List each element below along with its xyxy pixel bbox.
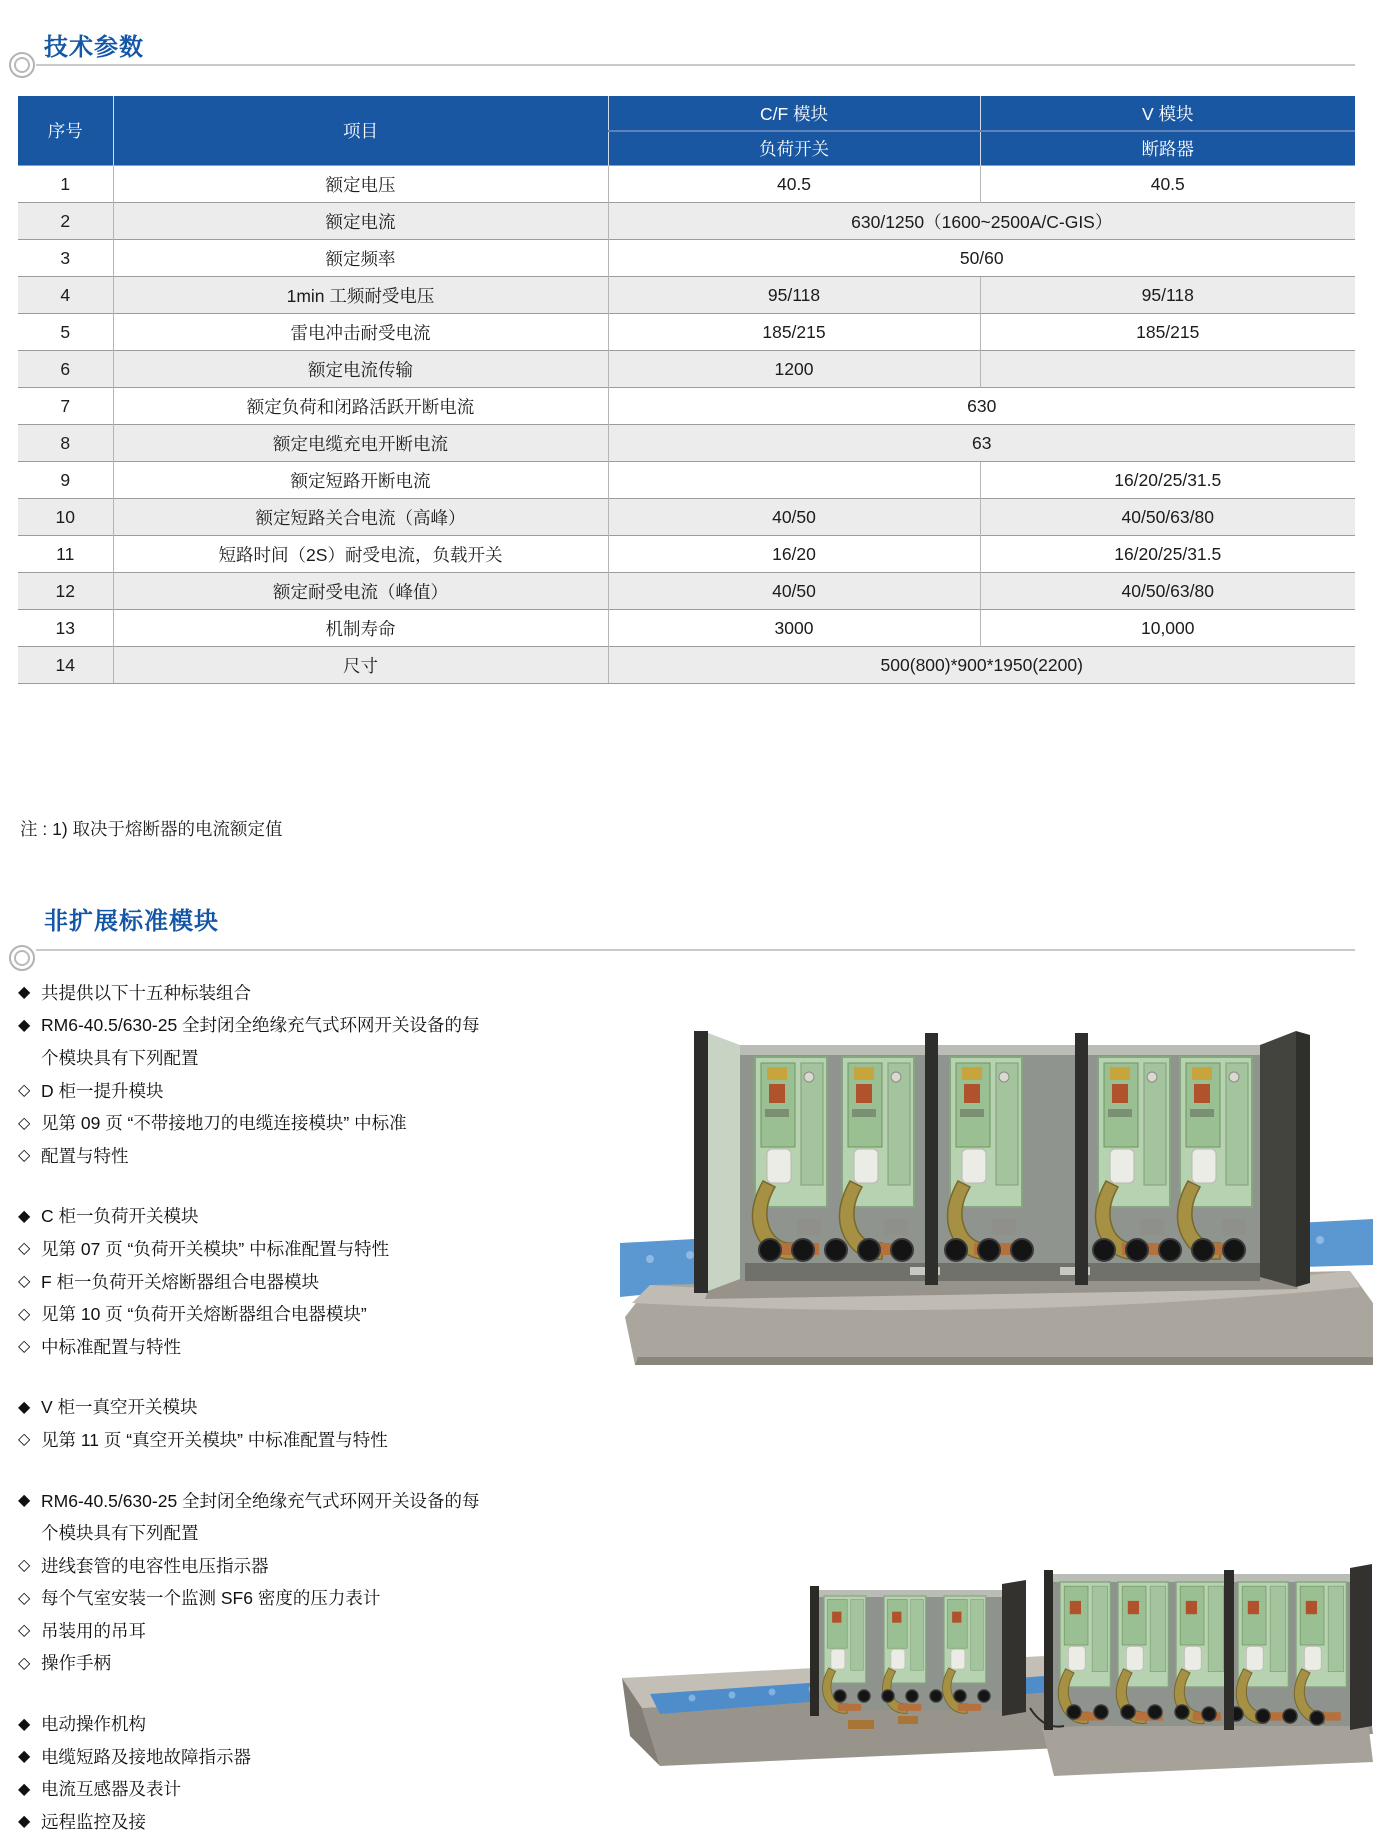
col-subheader-breaker: 断路器 xyxy=(980,131,1355,166)
list-item xyxy=(18,1614,563,1647)
filled-diamond-icon: ◆ xyxy=(18,1207,31,1225)
hollow-diamond-icon: ◇ xyxy=(18,1082,31,1100)
list-item-text: C 柜一负荷开关模块 xyxy=(41,1206,199,1227)
table-cell: 95/118 xyxy=(608,277,980,314)
equipment-photo-1 xyxy=(620,1015,1373,1380)
table-cell: 40/50 xyxy=(608,499,980,536)
table-cell: 1 xyxy=(18,166,113,203)
spec-table-body xyxy=(18,166,1355,684)
list-item xyxy=(18,1200,563,1233)
col-subheader-load-switch: 负荷开关 xyxy=(608,131,980,166)
bullet-group xyxy=(18,1707,563,1837)
list-item-text: 见第 10 页 “负荷开关熔断器组合电器模块” xyxy=(41,1304,367,1325)
list-item-text: 电缆短路及接地故障指示器 xyxy=(41,1746,251,1767)
spec-table-header xyxy=(18,96,1355,166)
table-cell: 7 xyxy=(18,388,113,425)
table-cell: 3000 xyxy=(608,610,980,647)
hollow-diamond-icon: ◇ xyxy=(18,1147,31,1165)
filled-diamond-icon: ◆ xyxy=(18,1748,31,1766)
table-row xyxy=(18,203,1355,240)
table-row xyxy=(18,499,1355,536)
table-cell: 40/50 xyxy=(608,573,980,610)
table-cell: 16/20 xyxy=(608,536,980,573)
table-cell xyxy=(980,351,1355,388)
list-item xyxy=(18,1139,563,1172)
spec-table xyxy=(18,96,1355,684)
table-cell: 95/118 xyxy=(980,277,1355,314)
table-cell: 14 xyxy=(18,647,113,684)
table-cell: 500(800)*900*1950(2200) xyxy=(608,647,1355,684)
filled-diamond-icon: ◆ xyxy=(18,1398,31,1416)
table-cell: 10 xyxy=(18,499,113,536)
list-item xyxy=(18,1232,563,1265)
col-header-v-module: V 模块 xyxy=(980,96,1355,131)
list-item-text: D 柜一提升模块 xyxy=(41,1080,164,1101)
table-row xyxy=(18,240,1355,277)
list-item xyxy=(18,1391,563,1424)
list-item xyxy=(18,1330,563,1363)
list-item xyxy=(18,1549,563,1582)
list-item xyxy=(18,1484,563,1517)
filled-diamond-icon: ◆ xyxy=(18,1016,31,1034)
table-cell xyxy=(608,462,980,499)
hollow-diamond-icon: ◇ xyxy=(18,1557,31,1575)
table-cell: 6 xyxy=(18,351,113,388)
filled-diamond-icon: ◆ xyxy=(18,1715,31,1733)
section-rule xyxy=(36,949,1355,951)
bullet-group xyxy=(18,1484,563,1680)
table-cell: 1200 xyxy=(608,351,980,388)
table-cell: 机制寿命 xyxy=(113,610,608,647)
list-item-text: 进线套管的电容性电压指示器 xyxy=(41,1555,269,1576)
col-header-no: 序号 xyxy=(18,96,113,166)
table-row xyxy=(18,425,1355,462)
filled-diamond-icon: ◆ xyxy=(18,1813,31,1831)
section-title-tech-params: 技术参数 xyxy=(44,34,144,61)
table-cell: 63 xyxy=(608,425,1355,462)
hollow-diamond-icon: ◇ xyxy=(18,1338,31,1356)
filled-diamond-icon: ◆ xyxy=(18,984,31,1002)
table-cell: 额定电压 xyxy=(113,166,608,203)
list-item xyxy=(18,976,563,1009)
table-row xyxy=(18,536,1355,573)
list-item-text: 共提供以下十五种标装组合 xyxy=(41,982,251,1003)
list-item-text: V 柜一真空开关模块 xyxy=(41,1397,198,1418)
table-row xyxy=(18,277,1355,314)
list-item xyxy=(18,1740,563,1773)
table-cell: 11 xyxy=(18,536,113,573)
table-row xyxy=(18,166,1355,203)
table-cell: 雷电冲击耐受电流 xyxy=(113,314,608,351)
hollow-diamond-icon: ◇ xyxy=(18,1589,31,1607)
section-title-standard-modules: 非扩展标准模块 xyxy=(44,908,219,935)
table-cell: 短路时间（2S）耐受电流，负载开关 xyxy=(113,536,608,573)
table-row xyxy=(18,314,1355,351)
list-item xyxy=(18,1582,563,1615)
table-cell: 3 xyxy=(18,240,113,277)
list-item-text: 操作手柄 xyxy=(41,1653,111,1674)
list-item xyxy=(18,1265,563,1298)
table-cell: 630 xyxy=(608,388,1355,425)
table-cell: 2 xyxy=(18,203,113,240)
table-cell: 1min 工频耐受电压 xyxy=(113,277,608,314)
list-item-text: 电流互感器及表计 xyxy=(41,1779,181,1800)
table-cell: 50/60 xyxy=(608,240,1355,277)
hollow-diamond-icon: ◇ xyxy=(18,1240,31,1258)
table-cell: 16/20/25/31.5 xyxy=(980,536,1355,573)
table-cell: 额定电流 xyxy=(113,203,608,240)
table-cell: 40/50/63/80 xyxy=(980,573,1355,610)
table-cell: 额定频率 xyxy=(113,240,608,277)
list-item-text: RM6-40.5/630-25 全封闭全绝缘充气式环网开关设备的每 xyxy=(41,1490,480,1511)
list-item-text: 见第 07 页 “负荷开关模块” 中标准配置与特性 xyxy=(41,1238,390,1259)
col-header-item: 项目 xyxy=(113,96,608,166)
table-cell: 185/215 xyxy=(980,314,1355,351)
list-item-text: 个模块具有下列配置 xyxy=(41,1047,199,1068)
bullet-group xyxy=(18,1200,563,1363)
filled-diamond-icon: ◆ xyxy=(18,1492,31,1510)
table-row xyxy=(18,647,1355,684)
table-cell: 额定电流传输 xyxy=(113,351,608,388)
table-cell: 40/50/63/80 xyxy=(980,499,1355,536)
table-cell: 尺寸 xyxy=(113,647,608,684)
list-item xyxy=(18,1041,563,1074)
hollow-diamond-icon: ◇ xyxy=(18,1431,31,1449)
list-item-text: 电动操作机构 xyxy=(41,1714,146,1735)
table-cell: 40.5 xyxy=(980,166,1355,203)
table-cell: 185/215 xyxy=(608,314,980,351)
list-item-text: 见第 09 页 “不带接地刀的电缆连接模块” 中标准 xyxy=(41,1113,407,1134)
double-circle-icon xyxy=(9,52,35,78)
list-item xyxy=(18,1009,563,1042)
list-item-text: 吊装用的吊耳 xyxy=(41,1620,146,1641)
module-list xyxy=(18,976,563,1848)
list-item-text: 见第 11 页 “真空开关模块” 中标准配置与特性 xyxy=(41,1429,388,1450)
table-cell: 额定短路关合电流（高峰） xyxy=(113,499,608,536)
table-footnote: 注 : 1) 取决于熔断器的电流额定值 xyxy=(20,819,283,839)
table-cell: 8 xyxy=(18,425,113,462)
list-item xyxy=(18,1772,563,1805)
list-item-text: F 柜一负荷开关熔断器组合电器模块 xyxy=(41,1271,320,1292)
list-item xyxy=(18,1423,563,1456)
bullet-group xyxy=(18,976,563,1172)
table-row xyxy=(18,573,1355,610)
table-cell: 12 xyxy=(18,573,113,610)
table-cell: 额定短路开断电流 xyxy=(113,462,608,499)
table-row xyxy=(18,610,1355,647)
table-row xyxy=(18,351,1355,388)
list-item xyxy=(18,1106,563,1139)
table-cell: 额定耐受电流（峰值） xyxy=(113,573,608,610)
section-rule xyxy=(36,64,1355,66)
filled-diamond-icon: ◆ xyxy=(18,1780,31,1798)
table-cell: 9 xyxy=(18,462,113,499)
list-item xyxy=(18,1074,563,1107)
table-cell: 630/1250（1600~2500A/C-GIS） xyxy=(608,203,1355,240)
list-item-text: 远程监控及接 xyxy=(41,1811,146,1832)
hollow-diamond-icon: ◇ xyxy=(18,1114,31,1132)
table-cell: 额定负荷和闭路活跃开断电流 xyxy=(113,388,608,425)
list-item-text: 中标准配置与特性 xyxy=(41,1336,181,1357)
table-cell: 13 xyxy=(18,610,113,647)
table-row xyxy=(18,462,1355,499)
table-cell: 4 xyxy=(18,277,113,314)
equipment-photo-2 xyxy=(612,1528,1373,1803)
table-row xyxy=(18,388,1355,425)
table-cell: 5 xyxy=(18,314,113,351)
table-cell: 额定电缆充电开断电流 xyxy=(113,425,608,462)
list-item-text: 个模块具有下列配置 xyxy=(41,1523,199,1544)
table-cell: 16/20/25/31.5 xyxy=(980,462,1355,499)
table-cell: 10,000 xyxy=(980,610,1355,647)
list-item xyxy=(18,1647,563,1680)
list-item xyxy=(18,1707,563,1740)
list-item-text: 配置与特性 xyxy=(41,1145,129,1166)
hollow-diamond-icon: ◇ xyxy=(18,1273,31,1291)
list-item-text: RM6-40.5/630-25 全封闭全绝缘充气式环网开关设备的每 xyxy=(41,1015,480,1036)
hollow-diamond-icon: ◇ xyxy=(18,1622,31,1640)
hollow-diamond-icon: ◇ xyxy=(18,1305,31,1323)
list-item xyxy=(18,1805,563,1838)
table-cell: 40.5 xyxy=(608,166,980,203)
list-item xyxy=(18,1297,563,1330)
list-item xyxy=(18,1516,563,1549)
list-item-text: 每个气室安装一个监测 SF6 密度的压力表计 xyxy=(41,1588,381,1609)
hollow-diamond-icon: ◇ xyxy=(18,1654,31,1672)
col-header-cf-module: C/F 模块 xyxy=(608,96,980,131)
bullet-group xyxy=(18,1391,563,1456)
double-circle-icon xyxy=(9,945,35,971)
